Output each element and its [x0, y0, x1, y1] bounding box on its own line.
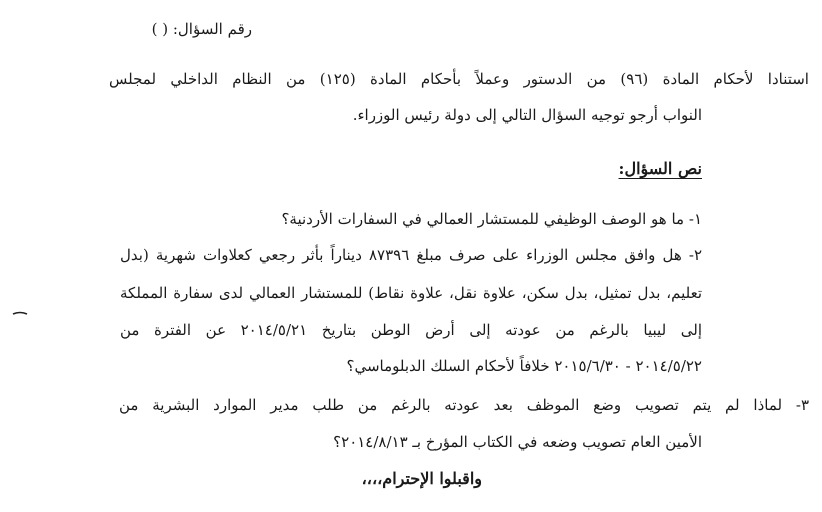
- ink-mark: [12, 310, 28, 318]
- intro-line-2: النواب أرجو توجيه السؤال التالي إلى دولة رئيس الوزراء.: [352, 106, 702, 124]
- question-item-3-line-2: الأمين العام تصويب وضعه في الكتاب المؤرخ بـ ٢٠١٤/٨/١٣؟: [333, 433, 702, 451]
- closing-line: واقبلوا الإحترام،،،،: [361, 469, 482, 488]
- question-item-2-line-1: ٢- هل وافق مجلس الوزراء على صرف مبلغ ٨٧٣٩٦ ديناراً بأثر رجعي كعلاوات شهرية (بدل: [120, 246, 702, 264]
- question-item-2-line-2: تعليم، بدل تمثيل، بدل سكن، علاوة نقل، علاوة نقاط) للمستشار العمالي لدى سفارة المملكة: [120, 284, 702, 302]
- question-number: رقم السؤال: ( ): [151, 20, 252, 38]
- question-item-2-line-3: إلى ليبيا بالرغم من عودته إلى أرض الوطن بتاريخ ٢٠١٤/٥/٢١ عن الفترة من: [120, 321, 702, 339]
- question-item-2-line-4: ٢٠١٤/٥/٢٢ - ٢٠١٥/٦/٣٠ خلافاً لأحكام السلك الدبلوماسي؟: [346, 357, 702, 375]
- question-heading: نص السؤال:: [618, 159, 702, 178]
- question-item-1: ١- ما هو الوصف الوظيفي للمستشار العمالي في السفارات الأردنية؟: [281, 210, 702, 228]
- question-item-3-line-1: ٣- لماذا لم يتم تصويب وضع الموظف بعد عودته بالرغم من طلب مدير الموارد البشرية من: [119, 396, 809, 414]
- intro-line-1: استنادا لأحكام المادة (٩٦) من الدستور وعملاً بأحكام المادة (١٢٥) من النظام الداخلي لمجلس: [109, 70, 809, 88]
